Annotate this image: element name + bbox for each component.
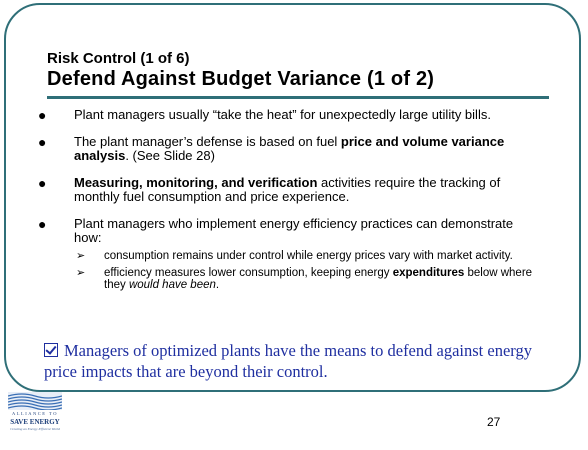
arrow-bullet-icon: ➢	[76, 250, 86, 262]
logo-lines-icon	[8, 392, 62, 410]
page-number: 27	[487, 415, 501, 429]
bullet-item: ● Measuring, monitoring, and verification activities require the tracking of monthly fuel consumption and price experience.	[38, 175, 501, 204]
sub-bullet-list	[74, 250, 538, 291]
bullet-item: ● Plant managers who implement energy efficiency practices can demonstrate how: ➢ consumption remains under control while energy prices vary with market activity. ➢ efficiency measures lower consumption, keeping energy expenditures below where they would have been.	[38, 217, 538, 291]
checkbox-checked-icon	[44, 343, 58, 357]
sub-bullet-item: ➢ consumption remains under control while energy prices vary with market activity.	[76, 250, 513, 262]
title-rule	[47, 96, 549, 99]
slide-title: Defend Against Budget Variance (1 of 2)	[47, 68, 435, 90]
logo-line1: ALLIANCE TO	[12, 411, 58, 416]
slide-subtitle: Risk Control (1 of 6)	[47, 50, 190, 67]
bullet-dot-icon: ●	[38, 175, 47, 191]
bullet-list	[38, 108, 538, 304]
bullet-item: ● Plant managers usually “take the heat” for unexpectedly large utility bills.	[38, 107, 491, 123]
bullet-dot-icon: ●	[38, 134, 47, 150]
logo-line2: SAVE ENERGY	[10, 418, 60, 426]
bullet-dot-icon: ●	[38, 107, 47, 123]
callout-text: Managers of optimized plants have the means to defend against energy price impacts that are beyond their control.	[44, 341, 532, 381]
sub-bullet-item: ➢ efficiency measures lower consumption, keeping energy expenditures below where they would have been.	[76, 267, 533, 291]
bullet-dot-icon: ●	[38, 216, 47, 232]
logo-line3: Creating an Energy-Efficient World	[10, 427, 60, 431]
bullet-item: ● The plant manager’s defense is based on fuel price and volume variance analysis. (See Slide 28)	[38, 134, 505, 163]
alliance-logo	[5, 392, 65, 440]
arrow-bullet-icon: ➢	[76, 267, 86, 279]
